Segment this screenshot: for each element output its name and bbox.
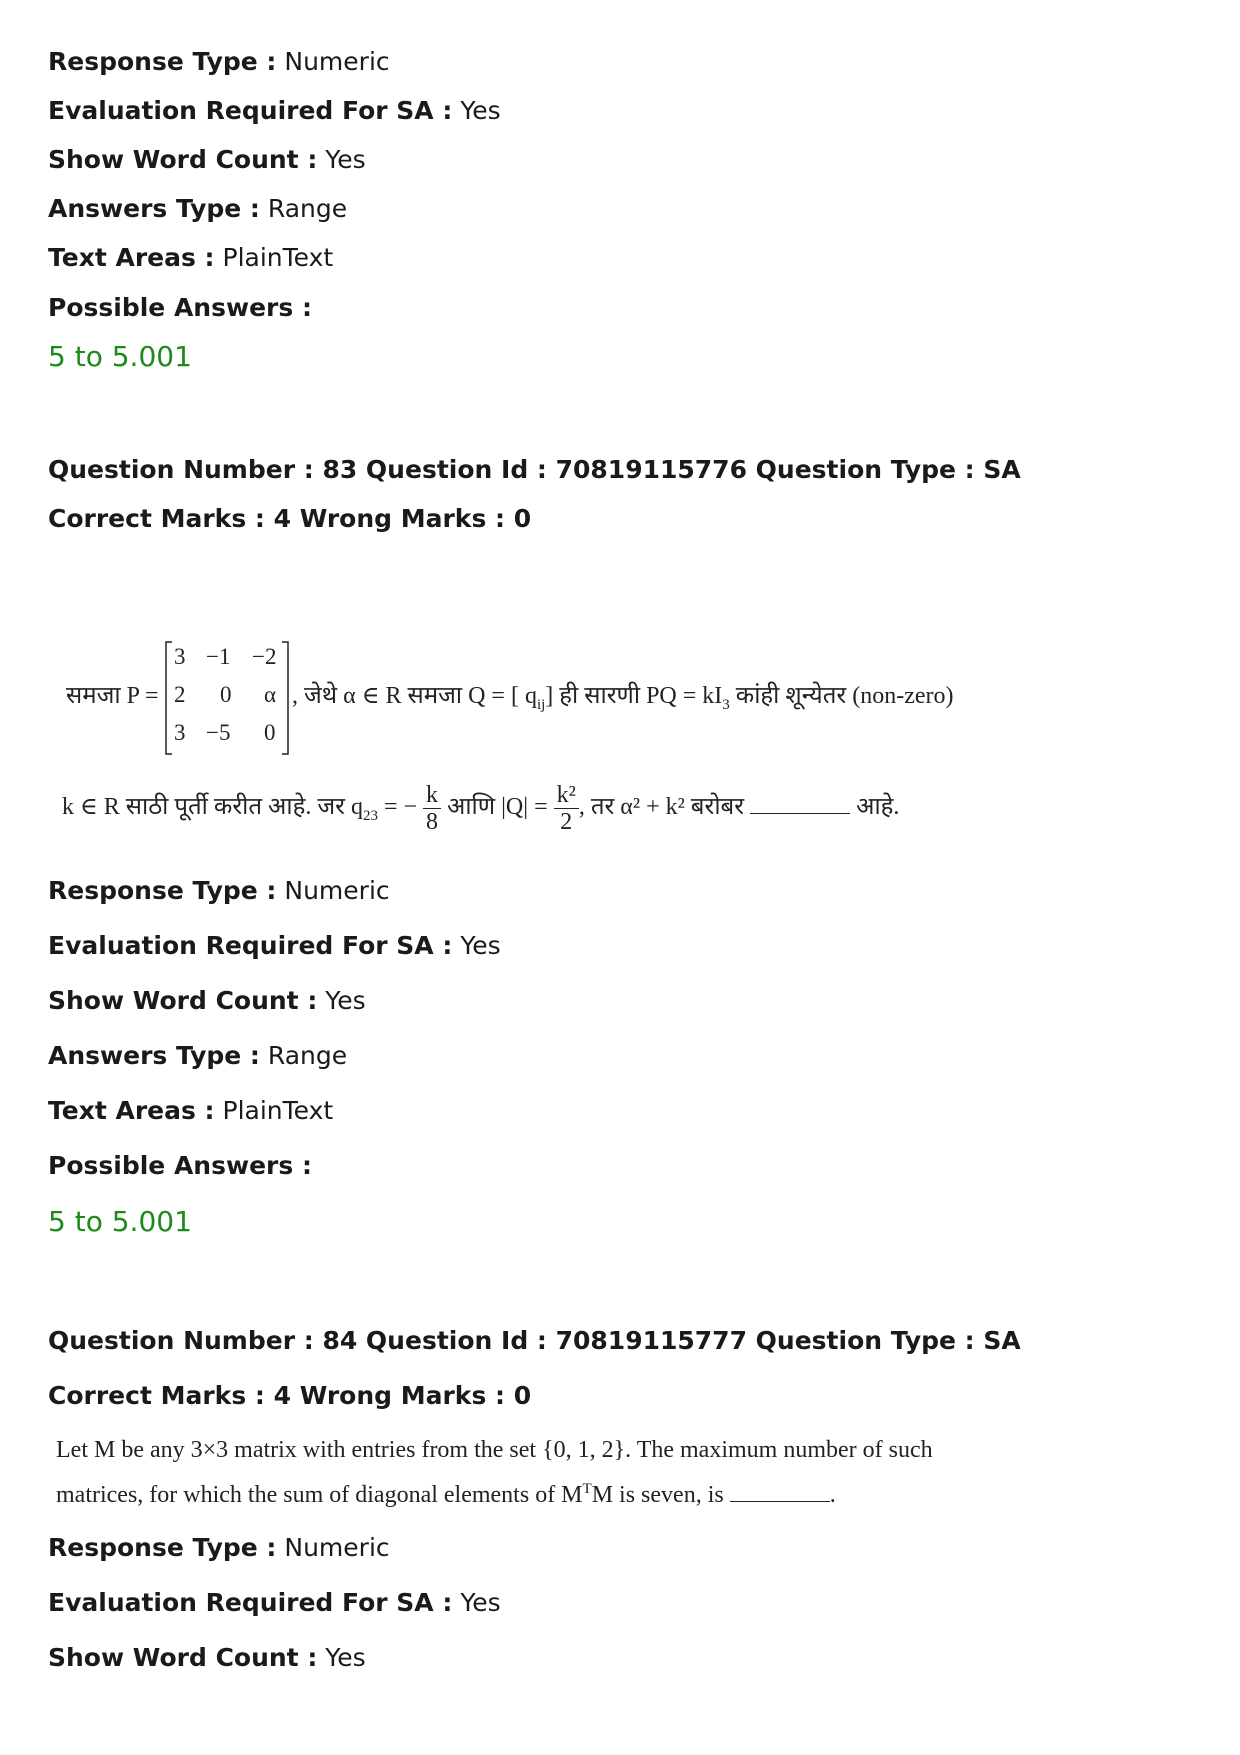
matrix-cell: 3	[174, 720, 186, 745]
show-word-count-row	[48, 144, 366, 176]
response-type-label: Response Type :	[48, 876, 277, 905]
response-type-row	[48, 1532, 390, 1564]
q83-line1-text: , जेथे α ∈ R समजा Q = [ $q_{ij}$] ही सारणी PQ = $kI_3$ कांही शून्येतर (non-zero)	[292, 683, 954, 713]
response-type-label: Response Type :	[48, 47, 277, 76]
q83-line1-prefix: समजा P =	[66, 683, 159, 709]
fraction-k-over-8: $\frac{k}{8}$	[423, 782, 441, 835]
matrix-p	[164, 640, 290, 758]
evaluation-required-value: Yes	[460, 1588, 501, 1617]
matrix-cell: −2	[252, 644, 277, 669]
text-areas-value: PlainText	[222, 243, 334, 272]
subscript-ij: ij	[536, 696, 546, 713]
possible-answers-row	[48, 292, 312, 324]
answers-type-value: Range	[267, 194, 348, 223]
q84-text-line1: Let M be any 3×3 matrix with entries from the set {0, 1, 2}. The maximum number of such	[56, 1437, 933, 1463]
q83-line2-text: k ∈ R साठी पूर्ती करीत आहे. जर $q_{23}$ = − $\frac{k}{8}$ आणि |Q| = $\frac{\text{k²}}{2}$ , तर α² + k² बरोबर आहे.	[62, 782, 900, 835]
possible-answer-value: 5 to 5.001	[48, 1205, 192, 1238]
matrix-cell: 2	[174, 682, 186, 707]
answers-type-value: Range	[267, 1041, 348, 1070]
question-header: Question Number : 84 Question Id : 70819115777 Question Type : SA	[48, 1326, 1021, 1355]
evaluation-required-label: Evaluation Required For SA :	[48, 931, 453, 960]
text-areas-label: Text Areas :	[48, 1096, 215, 1125]
fraction-k2-over-2: $\frac{\text{k²}}{2}$	[554, 782, 579, 835]
response-type-value: Numeric	[284, 1533, 390, 1562]
answer-blank	[730, 1483, 830, 1502]
possible-answers-label: Possible Answers :	[48, 293, 312, 322]
evaluation-required-label: Evaluation Required For SA :	[48, 1588, 453, 1617]
text-areas-row	[48, 1095, 333, 1127]
superscript-t: T	[582, 1481, 592, 1497]
evaluation-required-row	[48, 95, 501, 127]
response-type-value: Numeric	[284, 876, 390, 905]
evaluation-required-value: Yes	[460, 931, 501, 960]
answers-type-row	[48, 193, 347, 225]
response-type-label: Response Type :	[48, 1533, 277, 1562]
subscript-23: 23	[362, 807, 378, 824]
text-areas-label: Text Areas :	[48, 243, 215, 272]
text-areas-value: PlainText	[222, 1096, 334, 1125]
possible-answer-value: 5 to 5.001	[48, 340, 192, 373]
matrix-cell: −5	[206, 720, 231, 745]
answer-blank	[750, 795, 850, 814]
answers-type-row	[48, 1040, 347, 1072]
possible-answers-row	[48, 1150, 312, 1182]
possible-answers-label: Possible Answers :	[48, 1151, 312, 1180]
response-type-row	[48, 46, 390, 78]
answers-type-label: Answers Type :	[48, 1041, 260, 1070]
evaluation-required-value: Yes	[460, 96, 501, 125]
response-type-row	[48, 875, 390, 907]
text-areas-row	[48, 242, 333, 274]
show-word-count-value: Yes	[325, 145, 366, 174]
q84-text-line2: matrices, for which the sum of diagonal elements of $M^TM$ is seven, is .	[56, 1481, 836, 1508]
matrix-cell: α	[264, 682, 277, 707]
evaluation-required-row	[48, 930, 501, 962]
question-marks: Correct Marks : 4 Wrong Marks : 0	[48, 1381, 532, 1410]
show-word-count-label: Show Word Count :	[48, 145, 318, 174]
response-type-value: Numeric	[284, 47, 390, 76]
show-word-count-label: Show Word Count :	[48, 986, 318, 1015]
matrix-cell: 0	[220, 682, 232, 707]
answers-type-label: Answers Type :	[48, 194, 260, 223]
subscript-3: 3	[722, 696, 730, 713]
evaluation-required-row	[48, 1587, 501, 1619]
show-word-count-value: Yes	[325, 1643, 366, 1672]
question-marks: Correct Marks : 4 Wrong Marks : 0	[48, 504, 532, 533]
show-word-count-row	[48, 985, 366, 1017]
show-word-count-label: Show Word Count :	[48, 1643, 318, 1672]
evaluation-required-label: Evaluation Required For SA :	[48, 96, 453, 125]
show-word-count-row	[48, 1642, 366, 1674]
matrix-cell: 0	[264, 720, 276, 745]
matrix-cell: −1	[206, 644, 231, 669]
matrix-cell: 3	[174, 644, 186, 669]
question-header: Question Number : 83 Question Id : 70819115776 Question Type : SA	[48, 455, 1021, 484]
show-word-count-value: Yes	[325, 986, 366, 1015]
